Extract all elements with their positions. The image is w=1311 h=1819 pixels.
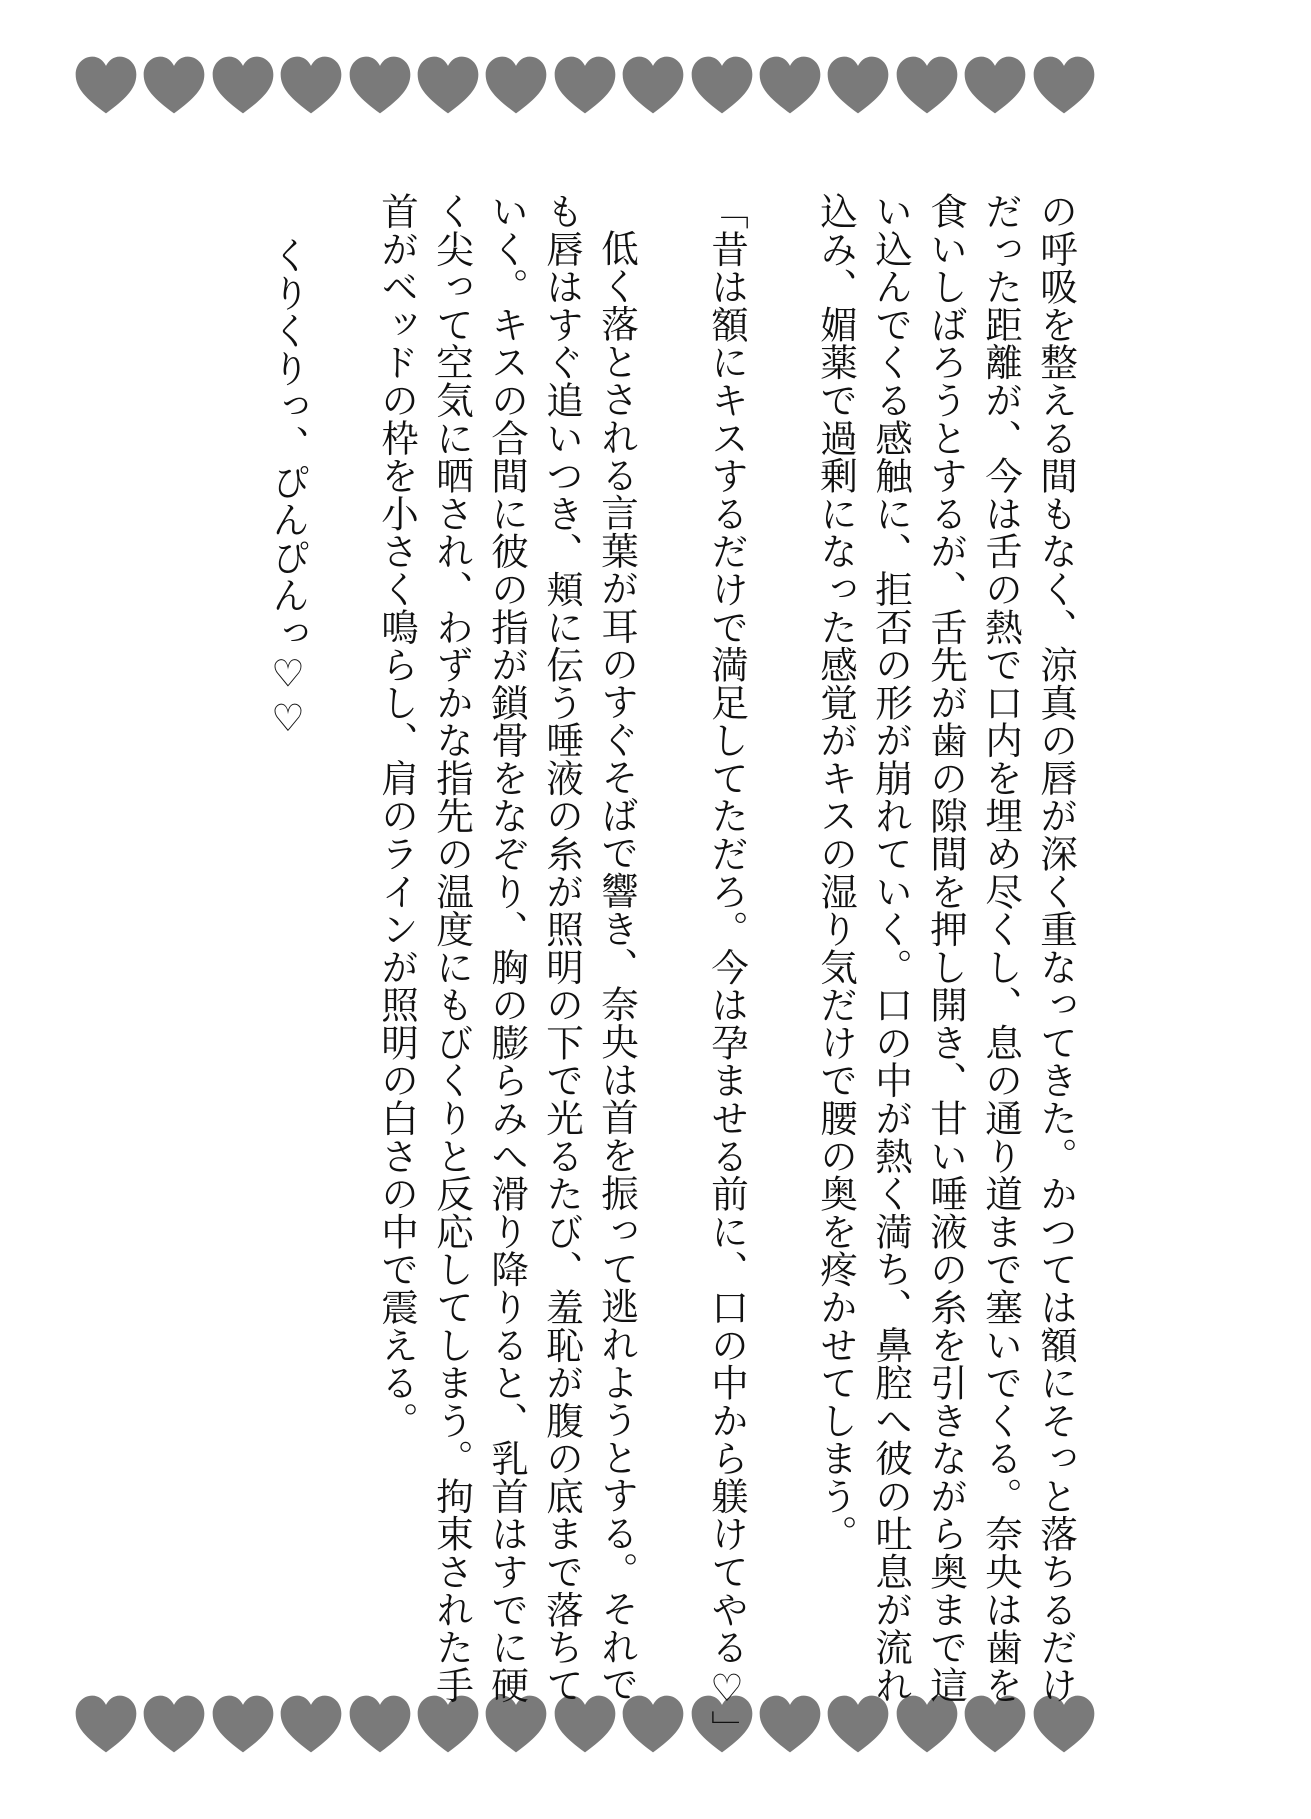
heart-icon xyxy=(141,54,207,116)
text-column: いく。キスの合間に彼の指が鎖骨をなぞり、胸の膨らみへ滑り降りると、乳首はすでに硬 xyxy=(485,192,529,1704)
heart-icon xyxy=(1031,54,1097,116)
text-column: も唇はすぐ追いつき、頬に伝う唾液の糸が照明の下で光るたび、羞恥が腹の底まで落ちて xyxy=(540,192,584,1704)
text-column: 首がベッドの枠を小さく鳴らし、肩のラインが照明の白さの中で震える。 xyxy=(375,192,419,1440)
text-column: 食いしばろうとするが、舌先が歯の隙間を押し開き、甘い唾液の糸を引きながら奥まで這 xyxy=(924,192,968,1704)
heart-icon xyxy=(757,1693,823,1755)
heart-icon xyxy=(347,1693,413,1755)
heart-icon xyxy=(278,54,344,116)
heart-icon xyxy=(825,54,891,116)
heart-icon xyxy=(962,54,1028,116)
text-column: い込んでくる感触に、拒否の形が崩れていく。口の中が熱く満ち、鼻腔へ彼の吐息が流れ xyxy=(869,192,913,1704)
heart-icon xyxy=(415,54,481,116)
sound-effect-column: くりくりっ、ぴんぴんっ♡♡ xyxy=(266,236,310,741)
text-column: 低く落とされる言葉が耳のすぐそばで響き、奈央は首を振って逃れようとする。それで xyxy=(595,229,639,1703)
heart-icon xyxy=(894,54,960,116)
heart-icon xyxy=(73,54,139,116)
text-column: だった距離が、今は舌の熱で口内を埋め尽くし、息の通り道まで塞いでくる。奈央は歯を xyxy=(979,192,1023,1704)
text-column: 込み、媚薬で過剰になった感覚がキスの湿り気だけで腰の奥を疼かせてしまう。 xyxy=(814,192,858,1553)
dialogue-column: 「昔は額にキスするだけで満足してただろ。今は孕ませる前に、口の中から躾けてやる♡」 xyxy=(705,192,749,1748)
heart-icon xyxy=(73,1693,139,1755)
text-column: く尖って空気に晒され、わずかな指先の温度にもびくりと反応してしまう。拘束された手 xyxy=(430,192,474,1704)
heart-icon xyxy=(757,54,823,116)
heart-icon xyxy=(689,54,755,116)
top-heart-border xyxy=(73,54,1237,116)
heart-icon xyxy=(552,54,618,116)
heart-icon xyxy=(347,54,413,116)
text-column: の呼吸を整える間もなく、涼真の唇が深く重なってきた。かつては額にそっと落ちるだけ xyxy=(1034,192,1078,1704)
heart-icon xyxy=(483,54,549,116)
heart-icon xyxy=(620,54,686,116)
heart-icon xyxy=(278,1693,344,1755)
heart-icon xyxy=(210,54,276,116)
heart-icon xyxy=(141,1693,207,1755)
heart-icon xyxy=(210,1693,276,1755)
